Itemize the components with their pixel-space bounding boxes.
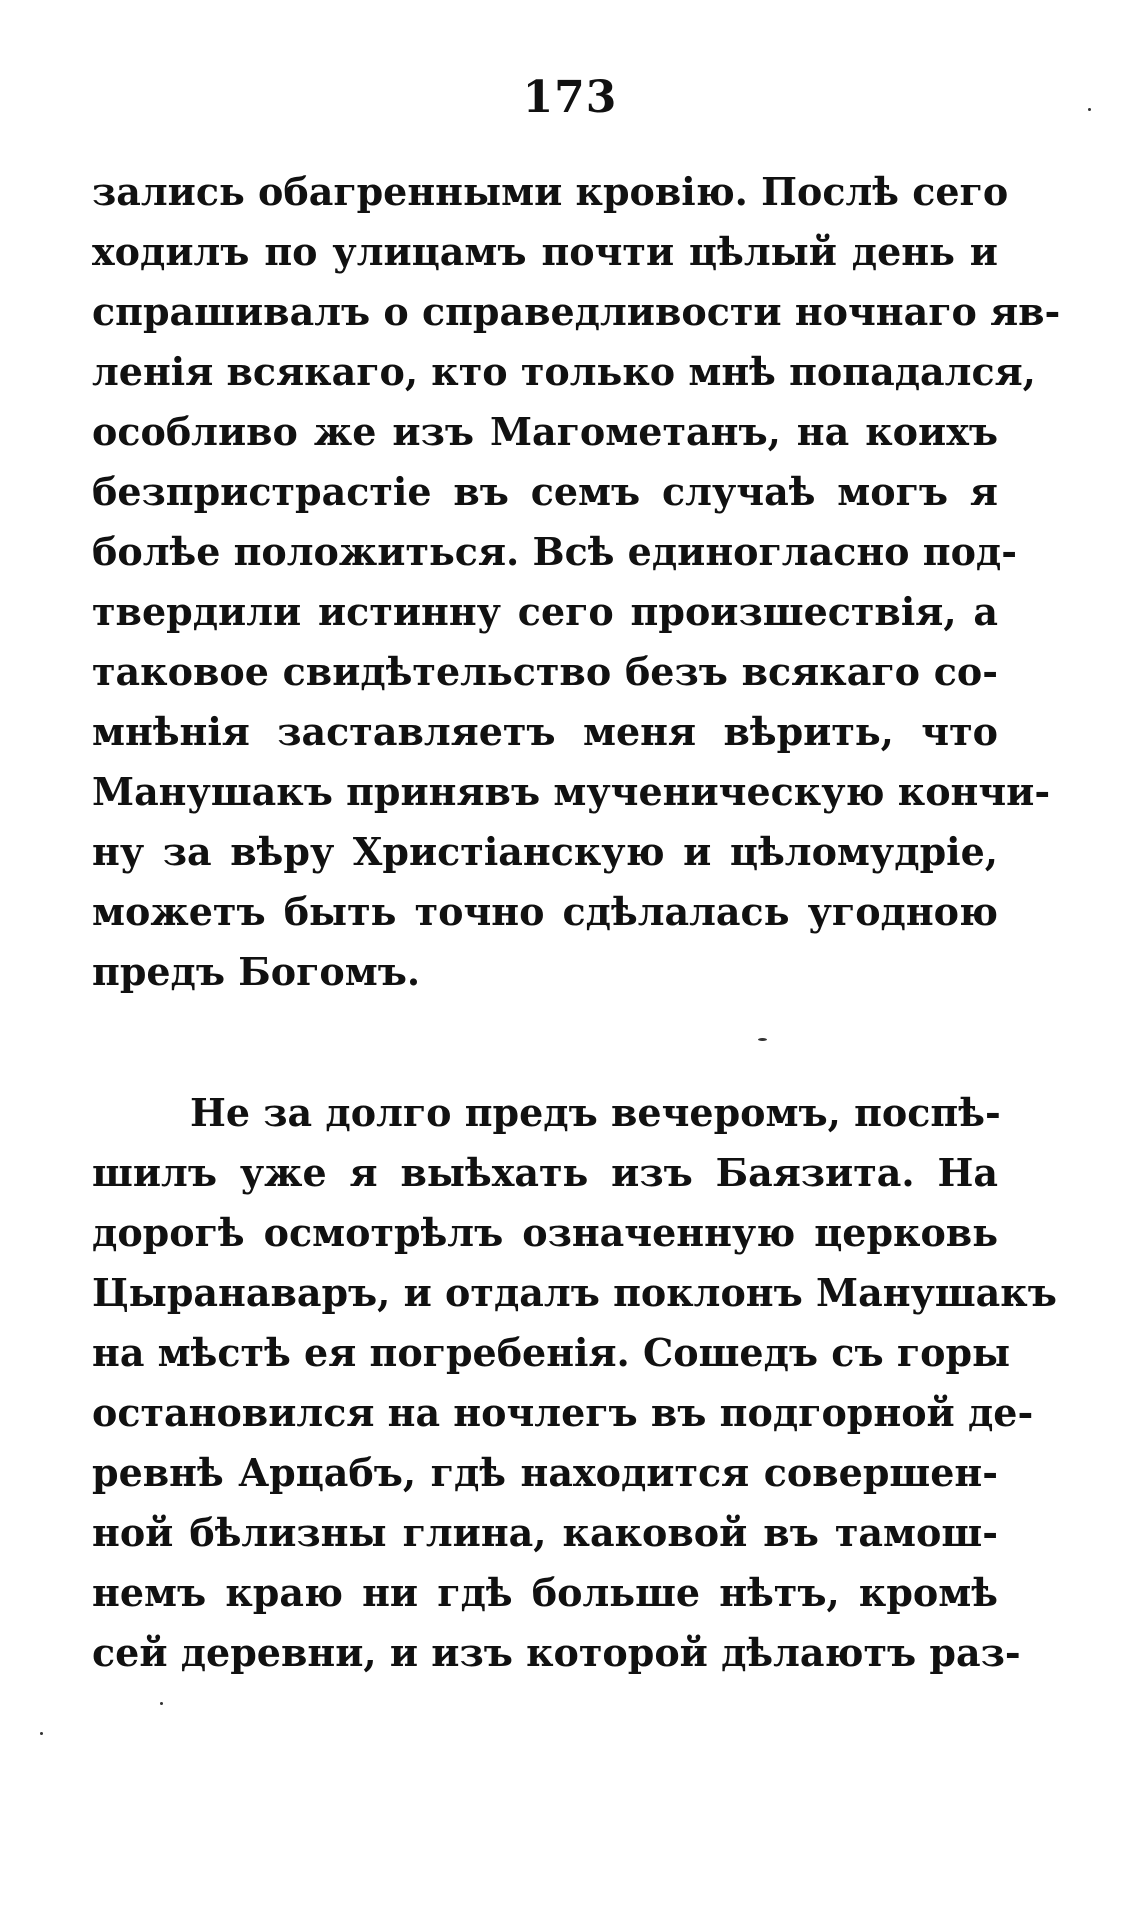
text-line: особливо же изъ Магометанъ, на коихъ	[92, 409, 998, 454]
text-line: ленія всякаго, кто только мнѣ попадался,	[92, 349, 1036, 394]
text-line: Манушакъ принявъ мученическую кончи-	[92, 769, 1051, 814]
text-line: мнѣнія заставляетъ меня вѣрить, что	[92, 709, 998, 754]
text-line: болѣе положиться. Всѣ единогласно под-	[92, 529, 1018, 574]
text-line: сей деревни, и изъ которой дѣлаютъ раз-	[92, 1630, 1021, 1675]
text-line: дорогѣ осмотрѣлъ означенную церковь	[92, 1210, 998, 1255]
text-line: остановился на ночлегъ въ подгорной де-	[92, 1390, 1034, 1435]
text-line: можетъ быть точно сдѣлалась угодною	[92, 889, 998, 934]
text-line: Цыранаваръ, и отдалъ поклонъ Манушакъ	[92, 1270, 1057, 1315]
text-line: безпристрастіе въ семъ случаѣ могъ я	[92, 469, 998, 514]
text-line: Не за долго предъ вечеромъ, поспѣ-	[190, 1090, 1001, 1135]
text-line: ходилъ по улицамъ почти цѣлый день и	[92, 229, 998, 274]
print-speck	[40, 1732, 43, 1735]
print-speck	[758, 1038, 767, 1041]
text-line: шилъ уже я выѣхать изъ Баязита. На	[92, 1150, 998, 1195]
text-line: ну за вѣру Христіанскую и цѣломудріе,	[92, 829, 998, 874]
print-speck	[1088, 108, 1091, 111]
text-line: таковое свидѣтельство безъ всякаго со-	[92, 649, 998, 694]
print-speck	[160, 1702, 163, 1705]
text-line: твердили истинну сего произшествія, а	[92, 589, 998, 634]
text-line: ревнѣ Арцабъ, гдѣ находится совершен-	[92, 1450, 998, 1495]
page-number: 173	[522, 72, 618, 123]
text-line: немъ краю ни гдѣ больше нѣтъ, кромѣ	[92, 1570, 998, 1615]
paragraph-1	[92, 162, 1061, 1002]
text-line: предъ Богомъ.	[92, 949, 421, 994]
text-line: зались обагренными кровію. Послѣ сего	[92, 169, 1009, 214]
paragraph-2	[92, 1083, 1057, 1683]
text-line: на мѣстѣ ея погребенія. Сошедъ съ горы	[92, 1330, 1011, 1375]
text-line: спрашивалъ о справедливости ночнаго яв-	[92, 289, 1061, 334]
text-line: ной бѣлизны глина, каковой въ тамош-	[92, 1510, 998, 1555]
